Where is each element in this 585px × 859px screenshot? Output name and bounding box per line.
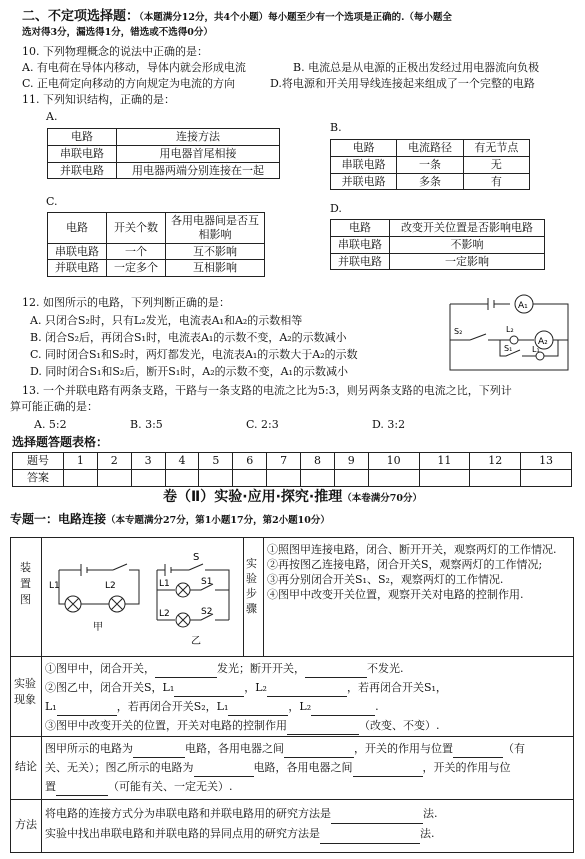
table-cell: 有 bbox=[463, 173, 529, 190]
step-1: ①照图甲连接电路，闭合、断开开关，观察两灯的工作情况. bbox=[267, 543, 557, 556]
ammeter-a1-label: A₁ bbox=[518, 301, 528, 311]
answer-blank[interactable] bbox=[174, 685, 244, 697]
answer-cell[interactable] bbox=[233, 469, 267, 486]
part2-header bbox=[0, 489, 585, 507]
fig-yi-s: S bbox=[193, 552, 200, 563]
table-cell: 无 bbox=[463, 156, 529, 173]
switch-s2-label: S₂ bbox=[454, 327, 463, 336]
text: 电路，各用电器之间 bbox=[253, 761, 353, 774]
table-cell: 电路 bbox=[331, 220, 390, 237]
q11-table-a bbox=[47, 128, 280, 179]
section2-note: （本题满分12分，共4个小题）每小题至少有一个选项是正确的.（每小题全 bbox=[139, 12, 452, 23]
topic1-note: （本专题满分27分，第1小题17分，第2小题10分） bbox=[106, 515, 330, 526]
question-number-cell: 11 bbox=[419, 453, 470, 470]
step-4: ④图甲中改变开关位置，观察开关对电路的控制作用. bbox=[267, 588, 524, 601]
answer-cell[interactable] bbox=[267, 469, 301, 486]
method-label: 方法 bbox=[15, 818, 37, 831]
text: 电路，各用电器之间 bbox=[185, 742, 284, 755]
q12-option-b: B. 闭合S₂后，再闭合S₁时，电流表A₁的示数不变，A₂的示数减小 bbox=[30, 331, 347, 344]
question-number-cell: 10 bbox=[368, 453, 419, 470]
table-cell: 电流路径 bbox=[397, 140, 463, 157]
answer-table bbox=[12, 452, 572, 487]
q10-option-c: C. 正电荷定向移动的方向规定为电流的方向 bbox=[22, 77, 236, 90]
section2-note2: 选对得3分，漏选得1分，错选或不选得0分） bbox=[22, 27, 213, 38]
text: 法. bbox=[423, 807, 438, 820]
table-cell: 不影响 bbox=[390, 236, 545, 253]
question-number-cell: 12 bbox=[470, 453, 521, 470]
part2-title: 卷（Ⅱ）实验·应用·探究·推理 bbox=[163, 489, 343, 505]
table-cell: 一个 bbox=[107, 243, 166, 260]
text: 发光；断开开关， bbox=[217, 662, 305, 675]
fig-yi-caption: 乙 bbox=[191, 636, 201, 647]
table-cell: 互相影响 bbox=[166, 260, 265, 277]
answer-row-label: 题号 bbox=[13, 453, 64, 470]
text: ，L₂ bbox=[288, 700, 312, 713]
table-cell: 串联电路 bbox=[48, 243, 107, 260]
fig-yi-l1: L1 bbox=[159, 579, 170, 589]
q11-table-d-label: D. bbox=[330, 202, 342, 215]
conclusion-label: 结论 bbox=[15, 760, 37, 773]
table-cell: 改变开关位置是否影响电路 bbox=[390, 220, 545, 237]
phenomena-text bbox=[45, 659, 569, 735]
table-cell: 并联电路 bbox=[331, 173, 397, 190]
answer-blank[interactable] bbox=[57, 704, 117, 716]
text: （改变、不变）. bbox=[359, 719, 440, 732]
text: 实验中找出串联电路和并联电路的异同点用的研究方法是 bbox=[45, 827, 320, 840]
table-cell: 一条 bbox=[397, 156, 463, 173]
text: L₁ bbox=[45, 700, 57, 713]
answer-blank[interactable] bbox=[331, 812, 423, 824]
answer-blank[interactable] bbox=[453, 746, 503, 758]
q11-table-c bbox=[47, 212, 265, 277]
table-cell: 串联电路 bbox=[331, 156, 397, 173]
text: 图甲所示的电路为 bbox=[45, 742, 133, 755]
table-cell: 用电器两端分别连接在一起 bbox=[117, 162, 280, 179]
question-number-cell: 2 bbox=[97, 453, 131, 470]
table-cell: 并联电路 bbox=[48, 162, 117, 179]
answer-blank[interactable] bbox=[194, 765, 254, 777]
q10-option-d: D.将电源和开关用导线连接起来组成了一个完整的电路 bbox=[270, 77, 535, 90]
answer-cell[interactable] bbox=[470, 469, 521, 486]
question-number-cell: 13 bbox=[521, 453, 572, 470]
step-3: ③再分别闭合开关S₁、S₂，观察两灯的工作情况. bbox=[267, 573, 504, 586]
text: （有 bbox=[503, 742, 525, 755]
answer-cell[interactable] bbox=[199, 469, 233, 486]
fig-jia-l1: L1 bbox=[49, 581, 60, 591]
lamp-l2-label: L₂ bbox=[506, 325, 514, 334]
apparatus-label: 装置图 bbox=[20, 561, 31, 606]
question-number-cell: 1 bbox=[64, 453, 98, 470]
text: ，开关的作用与位置 bbox=[354, 742, 453, 755]
answer-blank[interactable] bbox=[267, 685, 347, 697]
q12-option-c: C. 同时闭合S₁和S₂时，两灯都发光，电流表A₁的示数大于A₂的示数 bbox=[30, 348, 358, 361]
table-cell: 一定影响 bbox=[390, 253, 545, 270]
circuit-figures bbox=[43, 540, 241, 654]
text: . bbox=[375, 700, 379, 713]
answer-blank[interactable] bbox=[155, 666, 217, 678]
answer-blank[interactable] bbox=[133, 746, 185, 758]
fig-yi-s1: S1 bbox=[201, 577, 213, 587]
q11-table-b bbox=[330, 139, 530, 190]
table-cell: 并联电路 bbox=[48, 260, 107, 277]
text: （可能有关、一定无关）. bbox=[108, 780, 233, 793]
ammeter-a2-label: A₂ bbox=[538, 337, 548, 347]
answer-blank[interactable] bbox=[287, 723, 359, 735]
q11-table-d bbox=[330, 219, 545, 270]
table-cell: 多条 bbox=[397, 173, 463, 190]
conclusion-text bbox=[45, 739, 569, 796]
answer-cell[interactable] bbox=[165, 469, 199, 486]
text: ，L₂ bbox=[244, 681, 267, 694]
q11-table-a-label: A. bbox=[46, 110, 58, 123]
text: ②图乙中，闭合开关S，L₁ bbox=[45, 681, 175, 694]
text: ，若再闭合开关S₁， bbox=[346, 681, 447, 694]
table-cell: 电路 bbox=[48, 213, 107, 244]
text: 法. bbox=[420, 827, 435, 840]
q11-table-c-label: C. bbox=[46, 195, 58, 208]
q13-option-c: C. 2:3 bbox=[246, 418, 279, 431]
question-number-cell: 8 bbox=[301, 453, 335, 470]
table-cell: 串联电路 bbox=[331, 236, 390, 253]
phenomena-label: 实验现象 bbox=[14, 677, 36, 706]
table-cell: 互不影响 bbox=[166, 243, 265, 260]
text: 关、无关）；图乙所示的电路为 bbox=[45, 761, 194, 774]
text: ，开关的作用与位 bbox=[422, 761, 511, 774]
answer-cell[interactable] bbox=[521, 469, 572, 486]
method-text bbox=[45, 804, 569, 844]
section2-header bbox=[22, 9, 582, 25]
text: ③图甲中改变开关的位置，开关对电路的控制作用 bbox=[45, 719, 287, 732]
step-2: ②再按图乙连接电路，闭合开关S，观察两灯的工作情况; bbox=[267, 558, 543, 571]
answer-cell[interactable] bbox=[368, 469, 419, 486]
answer-row-label: 答案 bbox=[13, 469, 64, 486]
answer-cell[interactable] bbox=[97, 469, 131, 486]
topic1-header bbox=[10, 512, 330, 527]
lamp-l1-label: L₁ bbox=[532, 345, 540, 354]
answer-blank[interactable] bbox=[311, 704, 375, 716]
answer-blank[interactable] bbox=[284, 746, 354, 758]
q10-stem: 10. 下列物理概念的说法中正确的是： bbox=[22, 45, 208, 58]
text: ①图甲中，闭合开关， bbox=[45, 662, 155, 675]
answer-blank[interactable] bbox=[353, 765, 423, 777]
table-cell: 开关个数 bbox=[107, 213, 166, 244]
answer-blank[interactable] bbox=[305, 666, 367, 678]
answer-table-title: 选择题答题表格： bbox=[12, 435, 109, 449]
answer-blank[interactable] bbox=[56, 784, 108, 796]
text: 不发光. bbox=[367, 662, 404, 675]
answer-cell[interactable] bbox=[131, 469, 165, 486]
table-cell: 连接方法 bbox=[117, 129, 280, 146]
fig-yi-l2: L2 bbox=[159, 609, 170, 619]
question-number-cell: 4 bbox=[165, 453, 199, 470]
question-number-cell: 7 bbox=[267, 453, 301, 470]
q10-option-b: B. 电流总是从电源的正极出发经过用电器流向负极 bbox=[293, 61, 540, 74]
answer-cell[interactable] bbox=[301, 469, 335, 486]
q11-stem: 11. 下列知识结构，正确的是： bbox=[22, 93, 175, 106]
steps-label: 实验步骤 bbox=[246, 557, 257, 615]
fig-yi-s2: S2 bbox=[201, 607, 213, 617]
experiment-table bbox=[10, 537, 574, 853]
text: ，若再闭合开关S₂，L₁ bbox=[116, 700, 229, 713]
table-cell: 一定多个 bbox=[107, 260, 166, 277]
answer-blank[interactable] bbox=[228, 704, 288, 716]
q12-option-d: D. 同时闭合S₁和S₂后，断开S₁时，A₂的示数不变，A₁的示数减小 bbox=[30, 365, 348, 378]
table-cell: 用电器首尾相接 bbox=[117, 145, 280, 162]
text: 置 bbox=[45, 780, 56, 793]
answer-cell[interactable] bbox=[64, 469, 98, 486]
section2-title: 二、不定项选择题： bbox=[22, 9, 140, 24]
q13-option-b: B. 3:5 bbox=[130, 418, 163, 431]
steps-text bbox=[267, 542, 571, 602]
q10-option-a: A. 有电荷在导体内移动，导体内就会形成电流 bbox=[22, 61, 246, 74]
q11-table-b-label: B. bbox=[330, 121, 342, 134]
switch-s1-label: S₁ bbox=[504, 344, 513, 353]
fig-jia-caption: 甲 bbox=[93, 622, 103, 633]
q13-option-d: D. 3:2 bbox=[372, 418, 406, 431]
table-cell: 有无节点 bbox=[463, 140, 529, 157]
table-cell: 各用电器间是否互相影响 bbox=[166, 213, 265, 244]
q13-option-a: A. 5:2 bbox=[34, 418, 67, 431]
q12-option-a: A. 只闭合S₂时，只有L₂发光，电流表A₁和A₂的示数相等 bbox=[30, 314, 303, 327]
fig-jia-l2: L2 bbox=[105, 581, 116, 591]
question-number-cell: 9 bbox=[334, 453, 368, 470]
q13-stem: 13. 一个并联电路有两条支路，干路与一条支路的电流之比为5:3，则另两条支路的电流之比，下列计 bbox=[22, 384, 512, 397]
answer-blank[interactable] bbox=[320, 832, 420, 844]
part2-note: （本卷满分70分） bbox=[342, 493, 422, 504]
text: 将电路的连接方式分为串联电路和并联电路用的研究方法是 bbox=[45, 807, 331, 820]
q12-stem: 12. 如图所示的电路，下列判断正确的是： bbox=[22, 296, 230, 309]
topic1-title: 专题一：电路连接 bbox=[10, 512, 107, 526]
q12-circuit-diagram bbox=[440, 290, 580, 382]
answer-cell[interactable] bbox=[419, 469, 470, 486]
table-cell: 串联电路 bbox=[48, 145, 117, 162]
table-cell: 电路 bbox=[48, 129, 117, 146]
table-cell: 电路 bbox=[331, 140, 397, 157]
table-cell: 并联电路 bbox=[331, 253, 390, 270]
question-number-cell: 3 bbox=[131, 453, 165, 470]
question-number-cell: 5 bbox=[199, 453, 233, 470]
q13-stem2: 算可能正确的是： bbox=[10, 400, 98, 413]
answer-cell[interactable] bbox=[334, 469, 368, 486]
question-number-cell: 6 bbox=[233, 453, 267, 470]
